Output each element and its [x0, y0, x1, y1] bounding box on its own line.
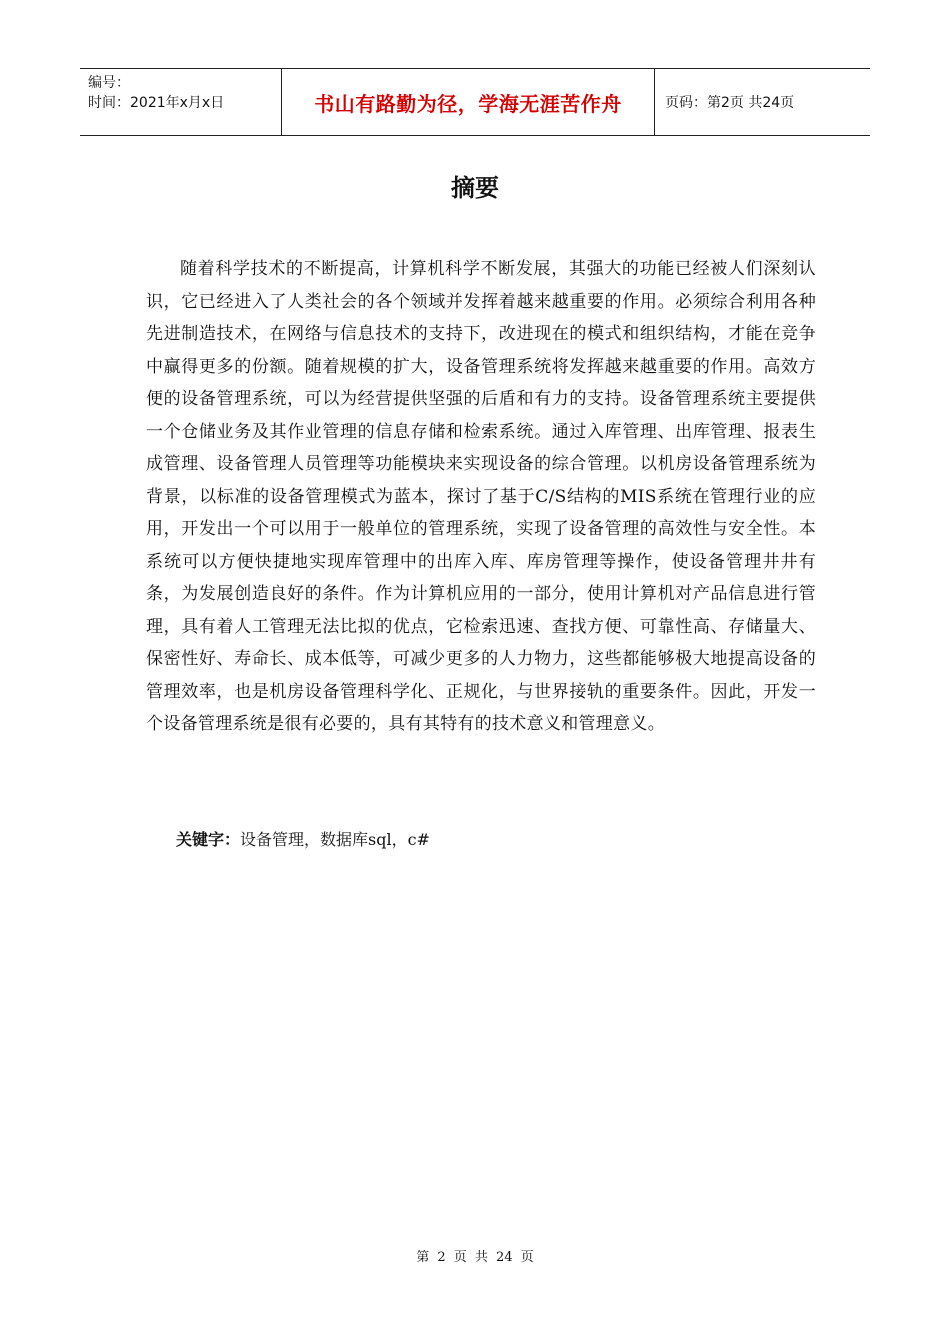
header-meta — [80, 69, 282, 135]
page-footer: 第 2 页 共 24 页 — [416, 1250, 534, 1265]
abstract-paragraph: 随着科学技术的不断提高，计算机科学不断发展，其强大的功能已经被人们深刻认识，它已经进入了人类社会的各个领域并发挥着越来越重要的作用。必须综合利用各种先进制造技术，在网络与信息技术的支持下，改进现在的模式和组织结构，才能在竞争中赢得更多的份额。随着规模的扩大，设备管理系统将发挥越来越重要的作用。高效方便的设备管理系统，可以为经营提供坚强的后盾和有力的支持。设备管理系统主要提供一个仓储业务及其作业管理的信息存储和检索系统。通过入库管理、出库管理、报表生成管理、设备管理人员管理等功能模块来实现设备的综合管理。以机房设备管理系统为背景，以标准的设备管理模式为蓝本，探讨了基于C/S结构的MIS系统在管理行业的应用，开发出一个可以用于一般单位的管理系统，实现了设备管理的高效性与安全性。本系统可以方便快捷地实现库管理中的出库入库、库房管理等操作，使设备管理井井有条，为发展创造良好的条件。作为计算机应用的一部分，使用计算机对产品信息进行管理，具有着人工管理无法比拟的优点，它检索迅速、查找方便、可靠性高、存储量大、保密性好、寿命长、成本低等，可减少更多的人力物力，这些都能够极大地提高设备的管理效率，也是机房设备管理科学化、正规化，与世界接轨的重要条件。因此，开发一个设备管理系统是很有必要的，具有其特有的技术意义和管理意义。 — [146, 259, 816, 734]
document-number-label: 编号： — [88, 75, 130, 91]
keywords-line — [176, 826, 430, 854]
page-title: 摘要 — [451, 174, 499, 202]
header-motto: 书山有路勤为径，学海无涯苦作舟 — [282, 69, 655, 135]
page-header — [80, 68, 870, 136]
keywords-value: 设备管理，数据库sql，c# — [240, 830, 430, 849]
keywords-label: 关键字： — [176, 830, 241, 849]
document-date: 时间：2021年x月x日 — [88, 95, 225, 111]
header-page-info: 页码：第2页 共24页 — [665, 95, 795, 111]
